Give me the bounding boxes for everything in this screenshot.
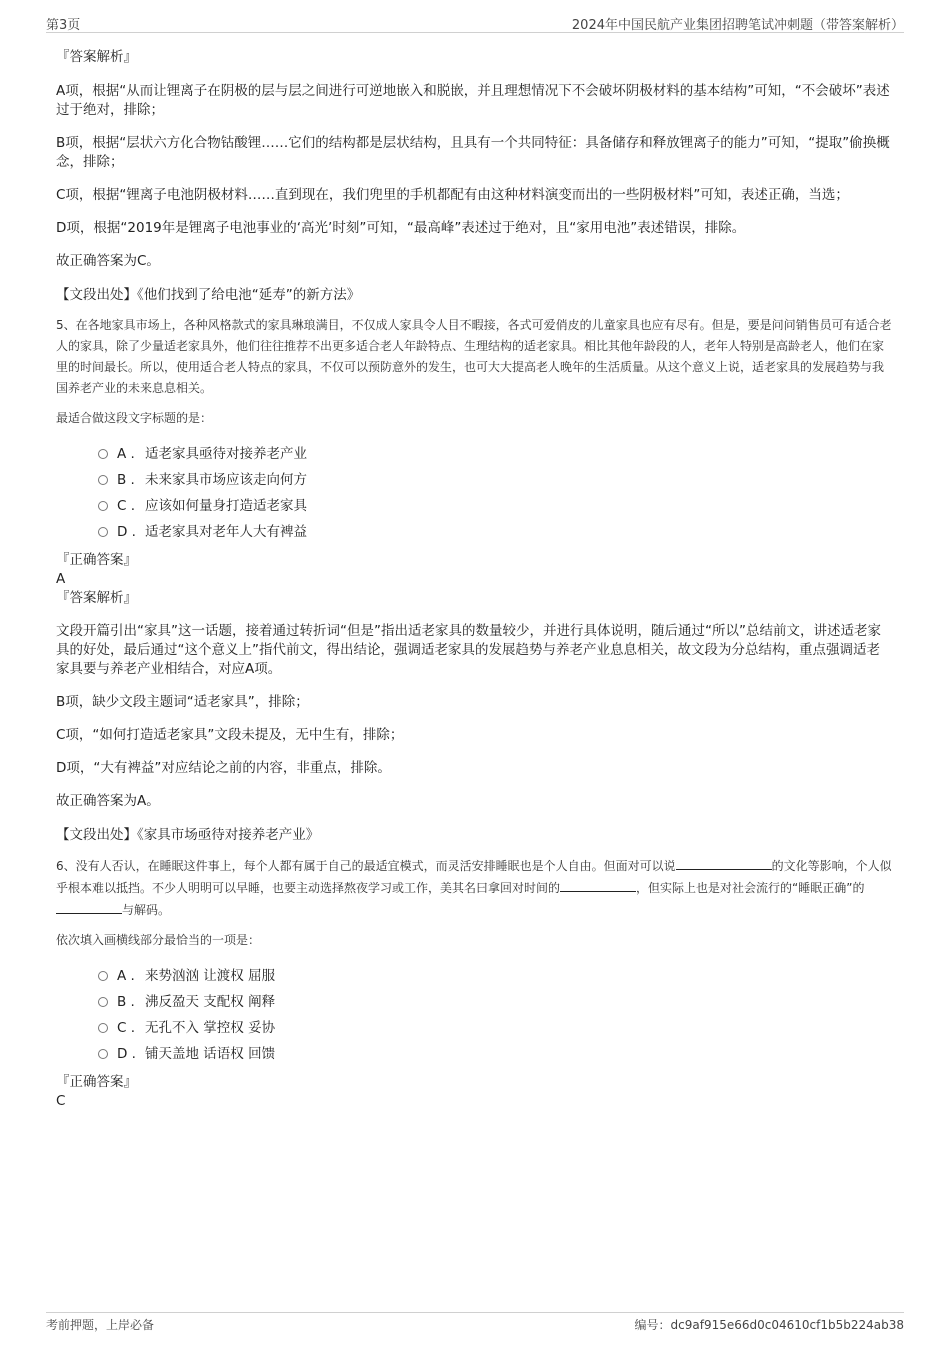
option-text: 适老家具对老年人大有裨益 (145, 524, 307, 540)
radio-icon[interactable] (98, 971, 108, 981)
q5-answer: A (56, 571, 66, 587)
option-letter: B . (117, 994, 135, 1010)
q5-analysis-label: 『答案解析』 (56, 590, 137, 606)
radio-icon[interactable] (98, 449, 108, 459)
q5-answer-label: 『正确答案』 (56, 552, 137, 568)
q6-answer-label: 『正确答案』 (56, 1074, 137, 1090)
radio-icon[interactable] (98, 475, 108, 485)
option-letter: D . (117, 524, 136, 540)
q4-analysis-b: B项，根据“层状六方化合物钴酸锂……它们的结构都是层状结构，且具有一个共同特征：具备储存和释放锂离子的能力”可知，“提取”偷换概念，排除； (56, 135, 890, 170)
q5-option-c[interactable] (98, 493, 892, 519)
option-text: 未来家具市场应该走向何方 (145, 472, 307, 488)
option-letter: C . (117, 498, 136, 514)
q6-options (56, 963, 892, 1067)
radio-icon[interactable] (98, 1023, 108, 1033)
q5-option-a[interactable] (98, 441, 892, 467)
radio-icon[interactable] (98, 1049, 108, 1059)
q6-stem (56, 855, 892, 921)
q5-option-b[interactable] (98, 467, 892, 493)
radio-icon[interactable] (98, 527, 108, 537)
q5-conclusion: 故正确答案为A。 (56, 793, 160, 809)
q6-option-b[interactable] (98, 989, 892, 1015)
page-header (46, 12, 904, 33)
q6-option-d[interactable] (98, 1041, 892, 1067)
document-code-label: 编号： (634, 1318, 671, 1332)
page-footer (46, 1312, 904, 1335)
fill-blank (56, 899, 122, 914)
document-code (635, 1316, 905, 1333)
page-content (56, 44, 892, 1111)
q5-analysis-d: D项，“大有裨益”对应结论之前的内容，非重点，排除。 (56, 760, 391, 776)
footer-slogan: 考前押题，上岸必备 (46, 1318, 155, 1332)
radio-icon[interactable] (98, 501, 108, 511)
option-letter: B . (117, 472, 135, 488)
q6-option-c[interactable] (98, 1015, 892, 1041)
option-letter: A . (117, 446, 135, 462)
q4-conclusion: 故正确答案为C。 (56, 253, 160, 269)
document-title: 2024年中国民航产业集团招聘笔试冲刺题（带答案解析） (571, 18, 904, 33)
q5-question: 最适合做这段文字标题的是： (56, 411, 213, 425)
option-text: 铺天盖地 话语权 回馈 (145, 1046, 276, 1062)
q4-analysis-a: A项，根据“从而让锂离子在阴极的层与层之间进行可逆地嵌入和脱嵌，并且理想情况下不会破坏阴极材料的基本结构”可知，“不会破坏”表述过于绝对，排除； (56, 83, 890, 118)
q5-options (56, 441, 892, 545)
q5-stem: 5、在各地家具市场上，各种风格款式的家具琳琅满目，不仅成人家具令人目不暇接，各式可爱俏皮的儿童家具也应有尽有。但是，要是问问销售员可有适合老人的家具，除了少量适老家具外，他们往往推荐不出更多适合老人年龄特点、生理结构的适老家具。相比其他年龄段的人，老年人特别是高龄老人，他们在家里的时间最长。所以，使用适合老人特点的家具，不仅可以预防意外的发生，也可大大提高老人晚年的生活质量。从这个意义上说，适老家具的发展趋势与我国养老产业的未来息息相关。 (56, 318, 892, 395)
q5-analysis-main: 文段开篇引出“家具”这一话题，接着通过转折词“但是”指出适老家具的数量较少，并进行具体说明，随后通过“所以”总结前文，讲述适老家具的好处，最后通过“这个意义上”指代前文，得出结论，强调适老家具的发展趋势与养老产业息息相关，故文段为分总结构，重点强调适老家具要与养老产业相结合，对应A项。 (56, 623, 881, 677)
option-text: 无孔不入 掌控权 妥协 (145, 1020, 276, 1036)
q5-analysis-b: B项，缺少文段主题词“适老家具”，排除； (56, 694, 309, 710)
q4-analysis-d: D项，根据“2019年是锂离子电池事业的‘高光’时刻”可知，“最高峰”表述过于绝对，且“家用电池”表述错误，排除。 (56, 220, 746, 236)
fill-blank (676, 855, 772, 870)
option-text: 来势汹汹 让渡权 屈服 (145, 968, 276, 984)
q6-stem-part: 与解码。 (122, 903, 171, 917)
q5-source: 【文段出处】《家具市场亟待对接养老产业》 (56, 827, 320, 843)
option-letter: D . (117, 1046, 136, 1062)
q4-analysis-c: C项，根据“锂离子电池阴极材料……直到现在，我们兜里的手机都配有由这种材料演变而出的一些阴极材料”可知，表述正确，当选； (56, 187, 849, 203)
q6-question: 依次填入画横线部分最恰当的一项是： (56, 933, 261, 947)
option-text: 适老家具亟待对接养老产业 (145, 446, 307, 462)
q4-source: 【文段出处】《他们找到了给电池“延寿”的新方法》 (56, 287, 361, 303)
q6-stem-part: 的文化等影响，个人似乎根本难以抵挡。不少人明明可以早睡，也要主动选择熬夜学习或工作，美其名曰拿回对时间的 (56, 859, 892, 895)
q4-analysis-label: 『答案解析』 (56, 49, 137, 65)
document-code-value: dc9af915e66d0c04610cf1b5b224ab38 (670, 1318, 904, 1332)
q6-answer: C (56, 1093, 66, 1109)
q6-option-a[interactable] (98, 963, 892, 989)
option-letter: C . (117, 1020, 136, 1036)
option-letter: A . (117, 968, 135, 984)
q6-stem-part: ，但实际上也是对社会流行的“睡眠正确”的 (636, 881, 865, 895)
option-text: 沸反盈天 支配权 阐释 (145, 994, 276, 1010)
option-text: 应该如何量身打造适老家具 (145, 498, 307, 514)
page-number: 第3页 (46, 18, 81, 33)
q5-option-d[interactable] (98, 519, 892, 545)
fill-blank (560, 877, 636, 892)
q5-analysis-c: C项，“如何打造适老家具”文段未提及，无中生有，排除； (56, 727, 404, 743)
radio-icon[interactable] (98, 997, 108, 1007)
q6-stem-part: 6、没有人否认，在睡眠这件事上，每个人都有属于自己的最适宜模式，而灵活安排睡眠也是个人自由。但面对可以说 (56, 859, 676, 873)
